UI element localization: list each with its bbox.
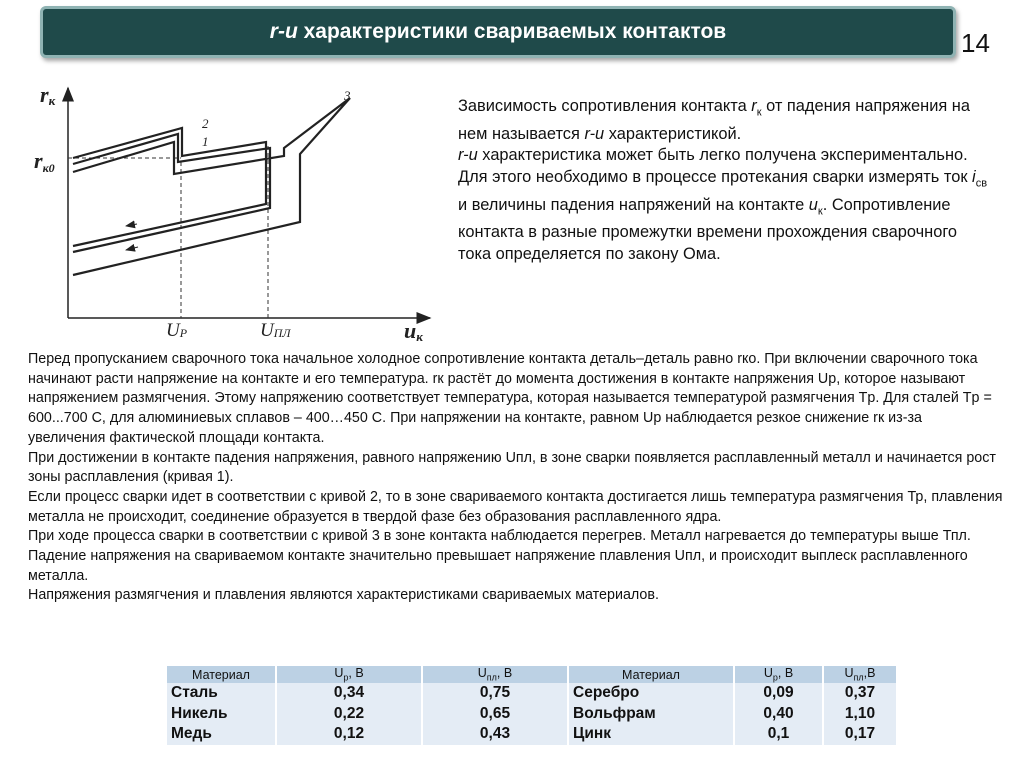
- intro-paragraph-2: r-u характеристика может быть легко получена экспериментально. Для этого необходимо в процессе протекания сварки измерять ток $i_{св}$ и величины падения напряжений на контакте $u_к$. Сопротивление контакта в разные промежутки времени прохождения сварочного тока определяется по закону Ома.: [458, 146, 988, 263]
- cell-up: 0,22: [277, 704, 421, 725]
- title-ru: r-u: [269, 20, 298, 43]
- cell-material: Медь: [167, 724, 275, 745]
- curve-2-path: [73, 128, 266, 246]
- cell-upl-2: 0,17: [824, 724, 896, 745]
- curve-group: [73, 98, 350, 275]
- header-upl-2: $U_{пл},В$: [824, 666, 896, 683]
- body-paragraph-1: Перед пропусканием сварочного тока начальное холодное сопротивление контакта деталь–деталь равно rко. При включении сварочного тока начинают расти напряжение на контакте и его температура. rк растёт до момента достижения в контакте напряжения Up, которое называют напряжением размягчения. Этому напряжению соответствует температура, которая называется температурой размягчения Tp. Для сталей Tp = 600...700 C, для алюминиевых сплавов – 400…450 C. При напряжении на контакте, равном Up наблюдается резкое снижение rк из-за увеличения фактической площади контакта.: [28, 351, 992, 446]
- cell-upl-2: 1,10: [824, 704, 896, 725]
- header-material: Материал: [167, 666, 275, 683]
- up-label: UР: [166, 320, 188, 341]
- cell-up: 0,12: [277, 724, 421, 745]
- cell-up-2: 0,09: [735, 683, 822, 704]
- rk0-sub: к0: [42, 161, 55, 175]
- header-material-2: Материал: [569, 666, 733, 683]
- cell-upl: 0,65: [423, 704, 567, 725]
- cell-upl-2: 0,37: [824, 683, 896, 704]
- body-text: [28, 350, 1003, 606]
- materials-table: [165, 666, 898, 745]
- x-axis-label: uк: [404, 318, 423, 342]
- rk0-label: rк0: [34, 148, 55, 175]
- title-banner: [40, 6, 956, 58]
- curve-1-label: 1: [202, 134, 209, 149]
- title-rest: характеристики свариваемых контактов: [297, 20, 727, 43]
- intro-text: [458, 96, 988, 265]
- slide-number: 14: [961, 28, 990, 58]
- r-u-graph: [28, 76, 448, 342]
- upl-label: UПЛ: [260, 320, 291, 341]
- body-paragraph-2: При достижении в контакте падения напряжения, равного напряжению Uпл, в зоне сварки появляется расплавленный металл и начинается рост зоны расплавления (кривая 1).: [28, 449, 996, 486]
- x-axis-sub: к: [416, 329, 423, 342]
- up-sub: Р: [179, 326, 188, 340]
- upl-sub: ПЛ: [273, 326, 291, 340]
- y-axis-sub: к: [48, 93, 56, 108]
- header-up: $U_р$, В: [277, 666, 421, 683]
- cell-material-2: Цинк: [569, 724, 733, 745]
- cell-up: 0,34: [277, 683, 421, 704]
- cell-upl: 0,43: [423, 724, 567, 745]
- curve-2-label: 2: [202, 116, 209, 131]
- curve-3-path: [73, 98, 350, 275]
- header-up-2: $U_р$, В: [735, 666, 822, 683]
- body-paragraph-5: Напряжения размягчения и плавления являются характеристиками свариваемых материалов.: [28, 587, 659, 604]
- table-row: [167, 724, 896, 745]
- cell-upl: 0,75: [423, 683, 567, 704]
- y-axis-label: rк: [40, 82, 56, 108]
- reverse-arrow-lower: [126, 247, 138, 250]
- cell-material: Сталь: [167, 683, 275, 704]
- curve-3-label: 3: [344, 88, 351, 103]
- cell-material-2: Вольфрам: [569, 704, 733, 725]
- curve-1-path: [73, 134, 270, 252]
- table-header-row: [167, 666, 896, 683]
- body-paragraph-3: Если процесс сварки идет в соответствии с кривой 2, то в зоне свариваемого контакта достигается лишь температура размягчения Тр, плавления металла не происходит, соединение образуется в твердой фазе без образования расплавленного ядра.: [28, 488, 1003, 525]
- cell-material-2: Серебро: [569, 683, 733, 704]
- intro-paragraph-1: Зависимость сопротивления контакта $r_к$ от падения напряжения на нем называется r-u характеристикой.: [458, 97, 970, 143]
- table-row: [167, 704, 896, 725]
- table-row: [167, 683, 896, 704]
- cell-material: Никель: [167, 704, 275, 725]
- materials-table-wrap: [165, 666, 898, 745]
- header-upl: $U_{пл}$, В: [423, 666, 567, 683]
- cell-up-2: 0,40: [735, 704, 822, 725]
- slide-title: [270, 20, 726, 44]
- cell-up-2: 0,1: [735, 724, 822, 745]
- body-paragraph-4: При ходе процесса сварки в соответствии с кривой 3 в зоне контакта наблюдается перегрев. Металл нагревается до температуры выше Тпл. Падение напряжения на свариваемом контакте значительно превышает напряжение плавления Uпл, и происходит выплеск расплавленного металла.: [28, 528, 971, 584]
- reverse-arrow-upper: [126, 224, 137, 226]
